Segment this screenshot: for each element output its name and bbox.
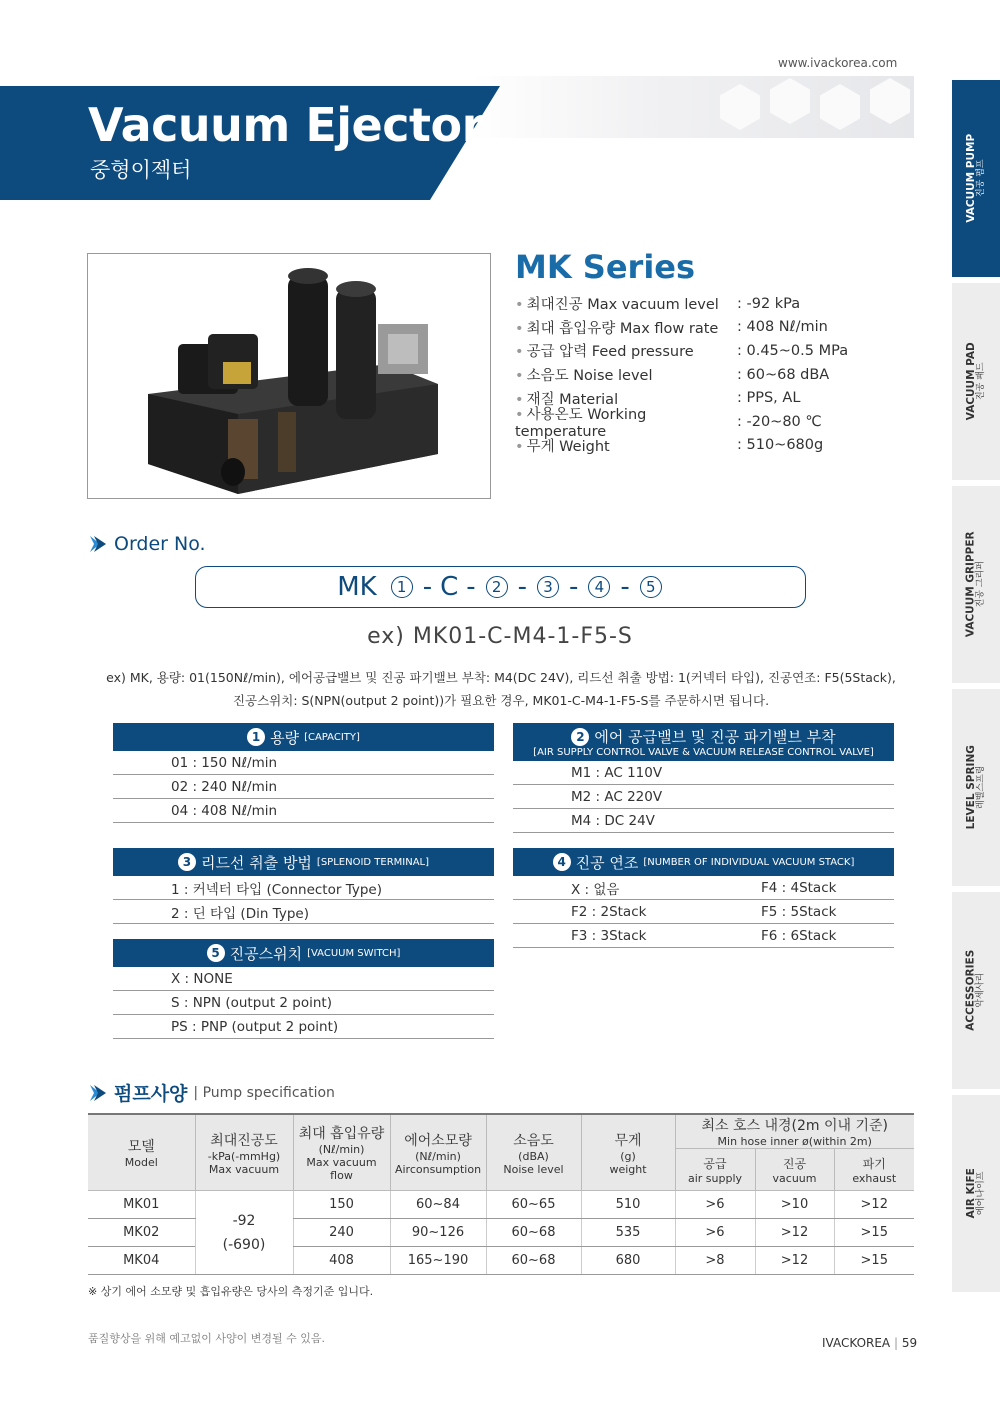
table-row: 2 : 딘 타입 (Din Type) — [113, 900, 494, 924]
hexagon-pattern — [470, 76, 914, 138]
spec-row: • 무게 Weight : 510~680g — [515, 434, 848, 458]
spec-row: • 공급 압력 Feed pressure : 0.45~0.5 MPa — [515, 339, 848, 363]
table-row: 1 : 커넥터 타입 (Connector Type) — [113, 876, 494, 900]
table-row: MK01 -92 (-690) 150 60~84 60~65 510 >6 >10 >12 — [88, 1191, 914, 1219]
website-url[interactable]: www.ivackorea.com — [778, 56, 898, 70]
chevron-right-icon — [88, 534, 108, 554]
pump-spec-table: 모델 Model 최대진공도 -kPa(-mmHg) Max vacuum 최대 흡입유량 (Nℓ/min) Max vacuum flow 에어소모량 (Nℓ/min) Airconsumption 소음도 (dBA) Noise level 무게 (g) weight 최소 호스 내경(2m 이내 기준) Min hose inner ø(within 2m) 공급 air supply 진공 vacuum 파기 exhaust MK01 -92 (-690) 150 60~84 60~65 510 >6 >10 >12 MK02 240 90~126 60~68 535 >6 >12 >15 MK04 408 165~190 60~68 680 >8 >12 >15 — [88, 1113, 914, 1275]
spec-list — [515, 292, 848, 457]
table-row: M4 : DC 24V — [513, 809, 894, 833]
table-row: 02 : 240 Nℓ/min — [113, 775, 494, 799]
order-heading: Order No. — [88, 533, 206, 555]
table-row: X : 없음 F4 : 4Stack — [513, 876, 894, 900]
page-subtitle: 중형이젝터 — [90, 158, 192, 182]
spec-row: • 사용온도 Working temperature : -20~80 ℃ — [515, 410, 848, 434]
stack-table: 4 진공 연조 [NUMBER OF INDIVIDUAL VACUUM STACK] X : 없음 F4 : 4Stack F2 : 2Stack F5 : 5Stack F3 : 3Stack F6 : 6Stack — [513, 848, 894, 948]
tab-accessories[interactable]: ACCESSORIES 악세사리 — [952, 892, 1000, 1089]
measurement-note: ※ 상기 에어 소모량 및 흡입유량은 당사의 측정기준 입니다. — [88, 1285, 374, 1298]
table-row: M1 : AC 110V — [513, 761, 894, 785]
table-row: PS : PNP (output 2 point) — [113, 1015, 494, 1039]
tab-vacuum-pad[interactable]: VACUUM PAD 진공 패드 — [952, 283, 1000, 480]
table-row: MK02 240 90~126 60~68 535 >6 >12 >15 — [88, 1219, 914, 1247]
table-row: MK04 408 165~190 60~68 680 >8 >12 >15 — [88, 1247, 914, 1275]
table-row: X : NONE — [113, 967, 494, 991]
tab-vacuum-gripper[interactable]: VACUUM GRIPPER 진공 그리퍼 — [952, 486, 1000, 683]
valve-table: 2 에어 공급밸브 및 진공 파기밸브 부착 [AIR SUPPLY CONTROL VALVE & VACUUM RELEASE CONTROL VALVE] M1 : AC 110V M2 : AC 220V M4 : DC 24V — [513, 723, 894, 833]
footer-page: IVACKOREA | 59 — [822, 1336, 918, 1350]
spec-row: • 최대진공 Max vacuum level : -92 kPa — [515, 292, 848, 316]
pump-spec-heading: 펌프사양 | Pump specification — [88, 1079, 335, 1106]
table-row: F3 : 3Stack F6 : 6Stack — [513, 924, 894, 948]
table-row: 04 : 408 Nℓ/min — [113, 799, 494, 823]
footer-disclaimer: 품질향상을 위해 예고없이 사양이 변경될 수 있음. — [88, 1332, 325, 1345]
table-row: M2 : AC 220V — [513, 785, 894, 809]
chevron-right-icon — [88, 1083, 108, 1103]
table-row: F2 : 2Stack F5 : 5Stack — [513, 900, 894, 924]
order-description-2: 진공스위치: S(NPN(output 2 point))가 필요한 경우, MK01-C-M4-1-F5-S를 주문하시면 됩니다. — [232, 693, 770, 708]
switch-table: 5 진공스위치 [VACUUM SWITCH] X : NONE S : NPN (output 2 point) PS : PNP (output 2 point) — [113, 939, 494, 1039]
table-row: 01 : 150 Nℓ/min — [113, 751, 494, 775]
product-image — [87, 253, 491, 499]
spec-row: • 재질 Material : PPS, AL — [515, 386, 848, 410]
spec-row: • 소음도 Noise level : 60~68 dBA — [515, 363, 848, 387]
capacity-table: 1 용량 [CAPACITY] 01 : 150 Nℓ/min 02 : 240 Nℓ/min 04 : 408 Nℓ/min — [113, 723, 494, 823]
series-title: MK Series — [515, 248, 696, 286]
order-description-1: ex) MK, 용량: 01(150Nℓ/min), 에어공급밸브 및 진공 파기밸브 부착: M4(DC 24V), 리드선 취출 방법: 1(커넥터 타입), 진공연조: F5(5Stack), — [106, 670, 896, 685]
spec-row: • 최대 흡입유량 Max flow rate : 408 Nℓ/min — [515, 316, 848, 340]
tab-air-knife[interactable]: AIR KIFE 에어나이프 — [952, 1095, 1000, 1292]
order-code-box: MK 1 - C - 2 - 3 - 4 - 5 — [195, 566, 806, 608]
table-row: S : NPN (output 2 point) — [113, 991, 494, 1015]
terminal-table: 3 리드선 취출 방법 [SPLENOID TERMINAL] 1 : 커넥터 타입 (Connector Type) 2 : 딘 타입 (Din Type) — [113, 848, 494, 924]
order-example: ex) MK01-C-M4-1-F5-S — [367, 624, 633, 649]
page-title: Vacuum Ejector — [88, 98, 484, 152]
tab-level-spring[interactable]: LEVEL SPRING 레벨스프링 — [952, 689, 1000, 886]
tab-vacuum-pump[interactable]: VACUUM PUMP 진공 펌프 — [952, 80, 1000, 277]
